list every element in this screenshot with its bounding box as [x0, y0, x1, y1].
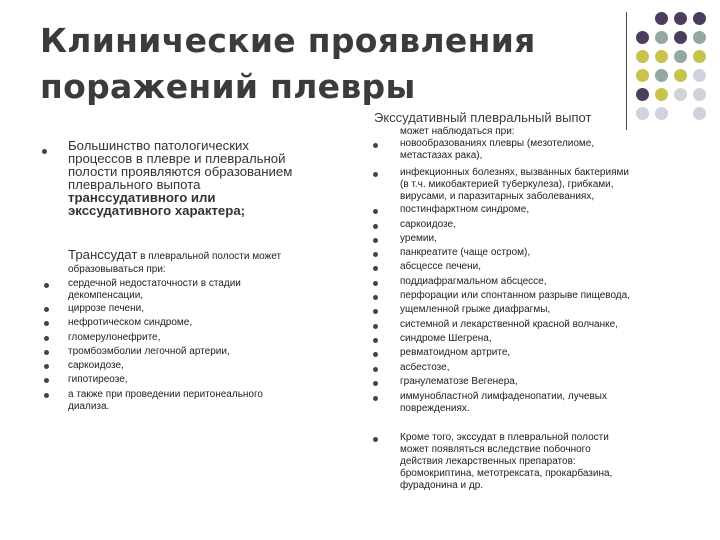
bullet-icon	[373, 367, 378, 372]
transudate-rest: в плевральной полости может	[137, 251, 282, 262]
right-item: повреждениях.	[400, 403, 470, 414]
bullet-icon	[373, 396, 378, 401]
decorative-dot	[655, 50, 668, 63]
left-item: сердечной недостаточности в стадии	[68, 278, 241, 289]
right-item: ревматоидном артрите,	[400, 347, 511, 358]
bullet-icon	[373, 381, 378, 386]
bullet-icon	[373, 252, 378, 257]
bullet-icon	[44, 364, 49, 369]
decorative-dot	[674, 31, 687, 44]
bullet-icon	[373, 295, 378, 300]
right-item: синдроме Шегрена,	[400, 333, 492, 344]
bullet-icon	[373, 172, 378, 177]
right-item: новообразованиях плевры (мезотелиоме,	[400, 138, 595, 149]
bullet-icon	[44, 350, 49, 355]
right-item: перфорации или спонтанном разрыве пищевода,	[400, 290, 630, 301]
bullet-icon	[44, 336, 49, 341]
left-item: декомпенсации,	[68, 290, 144, 301]
right-item: поддиафрагмальном абсцессе,	[400, 276, 547, 287]
transudate-word: Транссудат	[68, 247, 138, 262]
bullet-icon	[373, 338, 378, 343]
decorative-dot	[693, 107, 706, 120]
right-item: метастазах рака),	[400, 150, 483, 161]
right-also: Кроме того, экссудат в плевральной полости	[400, 432, 609, 443]
decorative-dot	[636, 31, 649, 44]
left-item: диализа.	[68, 401, 110, 412]
decorative-dot	[655, 31, 668, 44]
bullet-icon	[373, 209, 378, 214]
right-also: действия лекарственных препаратов:	[400, 456, 576, 467]
bullet-icon	[44, 393, 49, 398]
left-item: гломерулонефрите,	[68, 332, 161, 343]
left-intro-line: процессов в плевре и плевральной	[68, 151, 286, 166]
bullet-icon	[373, 437, 378, 442]
decorative-dot	[693, 50, 706, 63]
decorative-dot-grid	[0, 0, 720, 140]
left-intro-line: Большинство патологических	[68, 138, 249, 153]
bullet-icon	[44, 307, 49, 312]
left-item: а также при проведении перитонеального	[68, 389, 263, 400]
left-intro-bold: транссудативного или	[68, 190, 216, 205]
decorative-dot	[693, 88, 706, 101]
left-intro-line: плеврального выпота	[68, 177, 201, 192]
right-item: панкреатите (чаще остром),	[400, 247, 531, 258]
right-item: иммунобластной лимфаденопатии, лучевых	[400, 391, 607, 402]
decorative-dot	[636, 107, 649, 120]
decorative-dot	[636, 69, 649, 82]
bullet-icon	[373, 281, 378, 286]
left-item: нефротическом синдроме,	[68, 317, 193, 328]
bullet-icon	[42, 149, 47, 154]
left-item: саркоидозе,	[68, 360, 124, 371]
right-item: гранулематозе Вегенера,	[400, 376, 518, 387]
left-item: тромбоэмболии легочной артерии,	[68, 346, 230, 357]
bullet-icon	[44, 321, 49, 326]
right-also: может появляться вследствие побочного	[400, 444, 591, 455]
right-heading: Экссудативный плевральный выпот	[374, 110, 592, 125]
transudate-cont: образовываться при:	[68, 264, 166, 275]
left-item: гипотиреозе,	[68, 374, 128, 385]
right-item: абсцессе печени,	[400, 261, 481, 272]
bullet-icon	[373, 224, 378, 229]
right-item: постинфарктном синдроме,	[400, 204, 530, 215]
bullet-icon	[44, 283, 49, 288]
left-intro-bold: экссудативного характера;	[68, 203, 246, 218]
decorative-dot	[655, 88, 668, 101]
decorative-dot	[693, 31, 706, 44]
decorative-dot	[655, 12, 668, 25]
right-item: саркоидозе,	[400, 219, 456, 230]
bullet-icon	[373, 238, 378, 243]
decorative-dot	[674, 88, 687, 101]
decorative-dot	[636, 88, 649, 101]
right-item: уремии,	[400, 233, 437, 244]
left-intro-line: полости проявляются образованием	[68, 164, 293, 179]
right-item: (в т.ч. микобактерией туберкулеза), грибками,	[400, 179, 614, 190]
title-line-2: поражений плевры	[40, 67, 416, 106]
decorative-dot	[693, 12, 706, 25]
decorative-dot	[674, 69, 687, 82]
right-intro: может наблюдаться при:	[400, 126, 515, 137]
right-also: бромокриптина, метотрексата, прокарбазина,	[400, 468, 613, 479]
bullet-icon	[44, 378, 49, 383]
bullet-icon	[373, 143, 378, 148]
decorative-dot	[674, 12, 687, 25]
right-item: системной и лекарственной красной волчанке,	[400, 319, 618, 330]
decorative-dot	[655, 69, 668, 82]
bullet-icon	[373, 352, 378, 357]
decorative-dot	[636, 50, 649, 63]
right-also: фурадонина и др.	[400, 480, 484, 491]
bullet-icon	[373, 266, 378, 271]
decorative-dot	[693, 69, 706, 82]
title-line-1: Клинические проявления	[40, 21, 536, 60]
right-item: ущемленной грыже диафрагмы,	[400, 304, 551, 315]
right-item: инфекционных болезнях, вызванных бактериями	[400, 167, 629, 178]
bullet-icon	[373, 309, 378, 314]
decorative-dot	[655, 107, 668, 120]
transudate-heading	[68, 248, 281, 264]
left-item: циррозе печени,	[68, 303, 145, 314]
decorative-dot	[674, 50, 687, 63]
right-item: асбестозе,	[400, 362, 450, 373]
right-item: вирусами, и паразитарных заболеваниях,	[400, 191, 595, 202]
bullet-icon	[373, 324, 378, 329]
